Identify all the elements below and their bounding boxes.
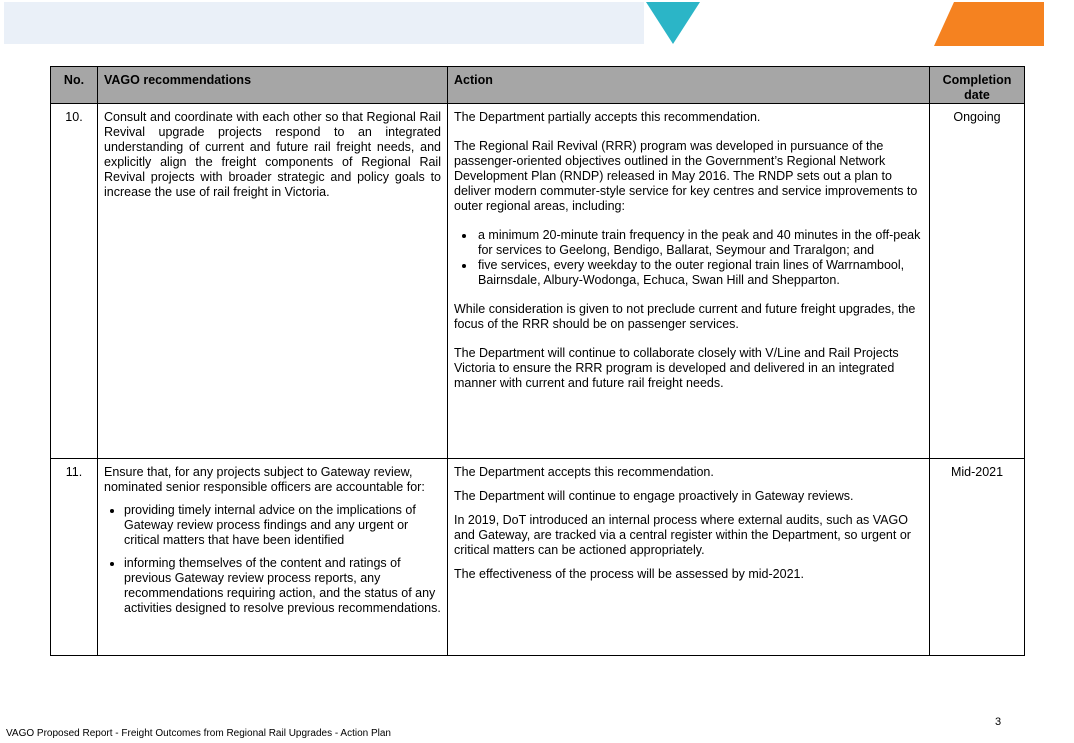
row-number: 10. xyxy=(51,104,98,459)
table-row xyxy=(51,104,1025,459)
recommendation-text: Consult and coordinate with each other so that Regional Rail Revival upgrade projects respond to an integrated understanding of current and future rail freight needs, and explicitly align the freight components of Regional Rail Revival projects with broader strategic and policy goals to increase the use of rail freight in Victoria. xyxy=(98,104,448,459)
completion-date: Ongoing xyxy=(930,104,1025,459)
action-cell xyxy=(448,104,930,459)
action-bullet: • a minimum 20-minute train frequency in the peak and 40 minutes in the off-peak for services to Geelong, Bendigo, Ballarat, Seymour and Traralgon; and xyxy=(476,228,923,258)
row-number: 11. xyxy=(51,459,98,656)
table-header-row xyxy=(51,67,1025,104)
recommendation-bullet: • providing timely internal advice on the implications of Gateway review process findings and any urgent or critical matters that have been identified xyxy=(124,503,441,548)
action-bullet: • five services, every weekday to the outer regional train lines of Warrnambool, Bairnsdale, Albury-Wodonga, Echuca, Swan Hill and Shepparton. xyxy=(476,258,923,288)
action-cell xyxy=(448,459,930,656)
action-plan-table xyxy=(50,66,1025,656)
teal-triangle-logo xyxy=(646,2,700,44)
recommendation-intro: Ensure that, for any projects subject to Gateway review, nominated senior responsible officers are accountable for: xyxy=(104,465,425,494)
header-no: No. xyxy=(51,67,98,104)
action-paragraph: The effectiveness of the process will be assessed by mid-2021. xyxy=(454,567,804,581)
action-paragraph: The Department partially accepts this recommendation. xyxy=(454,110,761,124)
action-paragraph: The Department will continue to collaborate closely with V/Line and Rail Projects Victoria to ensure the RRR program is developed and delivered in an integrated manner with current and future rail freight needs. xyxy=(454,346,899,390)
header-completion-date: Completion date xyxy=(930,67,1025,104)
header-band xyxy=(4,2,644,44)
action-bullet-list xyxy=(454,228,923,288)
page-number: 3 xyxy=(995,716,1002,728)
table-row xyxy=(51,459,1025,656)
header-action: Action xyxy=(448,67,930,104)
orange-parallelogram-logo xyxy=(934,2,1044,46)
action-paragraph: In 2019, DoT introduced an internal process where external audits, such as VAGO and Gateway, are tracked via a central register within the Department, so urgent or critical matters can be actioned appropriately. xyxy=(454,513,911,557)
action-paragraph: While consideration is given to not preclude current and future freight upgrades, the focus of the RRR should be on passenger services. xyxy=(454,302,916,331)
action-paragraph: The Department accepts this recommendation. xyxy=(454,465,714,479)
recommendation-cell xyxy=(98,459,448,656)
action-paragraph: The Regional Rail Revival (RRR) program was developed in pursuance of the passenger-oriented objectives outlined in the Government’s Regional Network Development Plan (RNDP) released in May 2016. The RNDP sets out a plan to deliver modern commuter-style service for key centres and service improvements to outer regional areas, including: xyxy=(454,139,918,213)
header-recommendations: VAGO recommendations xyxy=(98,67,448,104)
action-paragraph: The Department will continue to engage proactively in Gateway reviews. xyxy=(454,489,854,503)
recommendation-bullet: • informing themselves of the content and ratings of previous Gateway review process reports, any recommendations requiring action, and the status of any activities designed to resolve previous recommendations. xyxy=(124,556,441,616)
recommendation-bullet-list xyxy=(104,503,441,616)
footer-text: VAGO Proposed Report - Freight Outcomes from Regional Rail Upgrades - Action Plan xyxy=(6,728,391,739)
completion-date: Mid-2021 xyxy=(930,459,1025,656)
